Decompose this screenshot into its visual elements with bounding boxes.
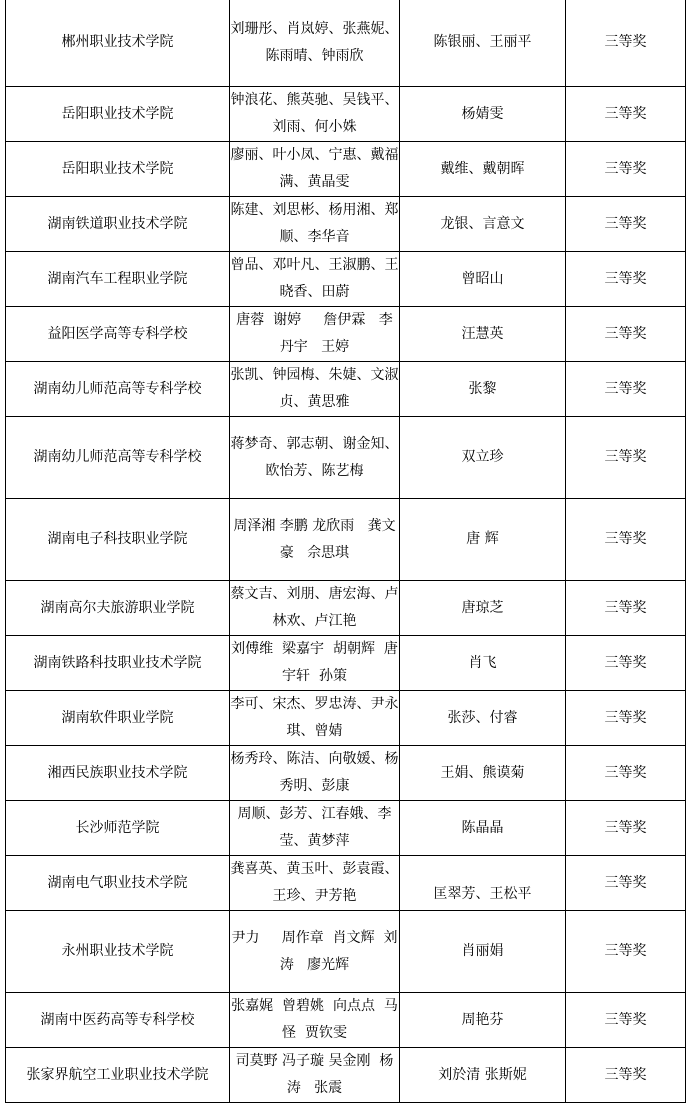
- members-cell: 陈建、刘思彬、杨用湘、郑顺、李华音: [230, 197, 400, 252]
- advisor-cell: 肖丽娟: [400, 911, 566, 993]
- school-cell: 长沙师范学院: [6, 801, 230, 856]
- table-row: [6, 911, 686, 993]
- school-cell: 湖南幼儿师范高等专科学校: [6, 417, 230, 499]
- table-row: [6, 499, 686, 581]
- school-cell: 湘西民族职业技术学院: [6, 746, 230, 801]
- members-cell: 尹力 周作章 肖文辉 刘涛 廖光辉: [230, 911, 400, 993]
- school-cell: 湖南铁路科技职业技术学院: [6, 636, 230, 691]
- award-cell: 三等奖: [566, 417, 686, 499]
- advisor-cell: 龙银、言意文: [400, 197, 566, 252]
- table-row: [6, 142, 686, 197]
- school-cell: 湖南软件职业学院: [6, 691, 230, 746]
- advisor-cell: 双立珍: [400, 417, 566, 499]
- table-row: [6, 1048, 686, 1103]
- members-cell: 杨秀玲、陈洁、向敬媛、杨秀明、彭康: [230, 746, 400, 801]
- table-row: [6, 252, 686, 307]
- advisor-cell: 匡翠芳、王松平: [400, 856, 566, 911]
- school-cell: 张家界航空工业职业技术学院: [6, 1048, 230, 1103]
- members-cell: 刘傅维 梁嘉宇 胡朝辉 唐宇轩 孙策: [230, 636, 400, 691]
- school-cell: 湖南幼儿师范高等专科学校: [6, 362, 230, 417]
- award-cell: 三等奖: [566, 362, 686, 417]
- advisor-cell: 陈晶晶: [400, 801, 566, 856]
- advisor-cell: 曾昭山: [400, 252, 566, 307]
- advisor-cell: 周艳芬: [400, 993, 566, 1048]
- award-cell: 三等奖: [566, 636, 686, 691]
- award-cell: 三等奖: [566, 691, 686, 746]
- award-cell: 三等奖: [566, 307, 686, 362]
- school-cell: 湖南铁道职业技术学院: [6, 197, 230, 252]
- school-cell: 岳阳职业技术学院: [6, 142, 230, 197]
- advisor-cell: 戴维、戴朝晖: [400, 142, 566, 197]
- school-cell: 湖南高尔夫旅游职业学院: [6, 581, 230, 636]
- award-cell: 三等奖: [566, 993, 686, 1048]
- table-row: [6, 87, 686, 142]
- table-row: [6, 581, 686, 636]
- award-cell: 三等奖: [566, 499, 686, 581]
- members-cell: 蒋梦奇、郭志朝、谢金知、欧怡芳、陈艺梅: [230, 417, 400, 499]
- advisor-cell: 唐琼芝: [400, 581, 566, 636]
- advisor-cell: 陈银丽、王丽平: [400, 0, 566, 87]
- advisor-cell: 张莎、付睿: [400, 691, 566, 746]
- members-cell: 张嘉娓 曾碧姚 向点点 马怪 贾钦雯: [230, 993, 400, 1048]
- members-cell: 蔡文吉、刘朋、唐宏海、卢林欢、卢江艳: [230, 581, 400, 636]
- members-cell: 周顺、彭芳、江春娥、李莹、黄梦萍: [230, 801, 400, 856]
- table-row: [6, 197, 686, 252]
- table-row: [6, 307, 686, 362]
- award-cell: 三等奖: [566, 856, 686, 911]
- award-cell: 三等奖: [566, 252, 686, 307]
- school-cell: 湖南中医药高等专科学校: [6, 993, 230, 1048]
- school-cell: 郴州职业技术学院: [6, 0, 230, 87]
- table-row: [6, 636, 686, 691]
- awards-table-body: [6, 0, 686, 1103]
- members-cell: 钟浪花、熊英驰、吴钱平、刘雨、何小姝: [230, 87, 400, 142]
- advisor-cell: 张黎: [400, 362, 566, 417]
- awards-table: [5, 0, 686, 1103]
- school-cell: 湖南电气职业技术学院: [6, 856, 230, 911]
- members-cell: 龚喜英、黄玉叶、彭袁霞、王珍、尹芳艳: [230, 856, 400, 911]
- members-cell: 唐蓉 谢婷 詹伊霖 李丹宇 王婷: [230, 307, 400, 362]
- award-cell: 三等奖: [566, 801, 686, 856]
- table-row: [6, 417, 686, 499]
- members-cell: 曾品、邓叶凡、王淑鹏、王晓香、田蔚: [230, 252, 400, 307]
- school-cell: 益阳医学高等专科学校: [6, 307, 230, 362]
- table-row: [6, 0, 686, 87]
- award-cell: 三等奖: [566, 197, 686, 252]
- school-cell: 湖南汽车工程职业学院: [6, 252, 230, 307]
- school-cell: 湖南电子科技职业学院: [6, 499, 230, 581]
- members-cell: 李可、宋杰、罗忠涛、尹永琪、曾婧: [230, 691, 400, 746]
- advisor-cell: 肖飞: [400, 636, 566, 691]
- school-cell: 岳阳职业技术学院: [6, 87, 230, 142]
- members-cell: 周泽湘 李鹏 龙欣雨 龚文豪 佘思琪: [230, 499, 400, 581]
- school-cell: 永州职业技术学院: [6, 911, 230, 993]
- award-cell: 三等奖: [566, 581, 686, 636]
- award-cell: 三等奖: [566, 911, 686, 993]
- table-row: [6, 856, 686, 911]
- award-cell: 三等奖: [566, 87, 686, 142]
- table-row: [6, 746, 686, 801]
- advisor-cell: 杨婧雯: [400, 87, 566, 142]
- award-cell: 三等奖: [566, 142, 686, 197]
- members-cell: 张凯、钟园梅、朱婕、文淑贞、黄思雅: [230, 362, 400, 417]
- members-cell: 廖丽、叶小凤、宁惠、戴福满、黄晶雯: [230, 142, 400, 197]
- advisor-cell: 刘於清 张斯妮: [400, 1048, 566, 1103]
- table-row: [6, 993, 686, 1048]
- advisor-cell: 王娟、熊谟菊: [400, 746, 566, 801]
- members-cell: 刘珊彤、肖岚婷、张燕妮、陈雨晴、钟雨欣: [230, 0, 400, 87]
- award-cell: 三等奖: [566, 0, 686, 87]
- award-cell: 三等奖: [566, 1048, 686, 1103]
- advisor-cell: 汪慧英: [400, 307, 566, 362]
- members-cell: 司莫野 冯子璇 吴金刚 杨涛 张震: [230, 1048, 400, 1103]
- advisor-cell: 唐 辉: [400, 499, 566, 581]
- table-row: [6, 801, 686, 856]
- award-cell: 三等奖: [566, 746, 686, 801]
- table-row: [6, 362, 686, 417]
- table-row: [6, 691, 686, 746]
